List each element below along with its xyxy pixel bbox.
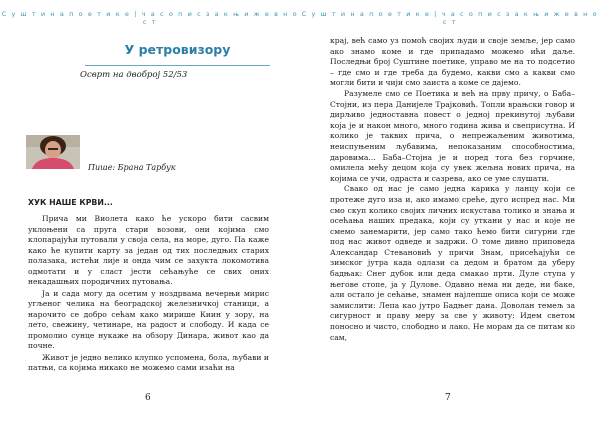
paragraph: Живот је једно велико клупко успомена, бола, љубави и патњи, са којима никако не можемо сами изаћи на <box>28 352 269 372</box>
paragraph: Ја и сада могу да осетим у ноздрвама вечерњи мирис угљеног челика на београдској железничкој станици, а нарочито се добро сећам како мирише Киин у зору, на лето, свежину, четинаре, на радост и слободу. И када се промолио сунце нукаже на обзору Динара, живот као да почне. <box>28 288 269 350</box>
right-body-text <box>330 36 575 343</box>
running-header-left: С у ш т и н а п о е т и к е | ч а с о п и с з а к њ и ж е в н о с т <box>1 10 299 26</box>
section-heading: ХУК НАШЕ КРВИ... <box>28 198 113 207</box>
left-body-text <box>28 214 269 375</box>
running-header-right: С у ш т и н а п о е т и к е | ч а с о п и с з а к њ и ж е в н о с т <box>301 10 599 26</box>
paragraph: Свако од нас је само једна карика у ланцу који се протеже дуго иза и, ако имамо среће, дуго испред нас. Ми смо скуп колико својих личних искустава толико и знања и осећања наших предака, који су уткани у нас и које не смемо занемарити, јер само тако ћемо бити сигурни где под нас живот одведе и задржи. О томе дивно приповеда Александар Стевановић у причи Знам, присећајући се зимског јутра када одлази са дедом и братом да уберу бадњак: Снег дубок или деда смакао прти. Дуле ступа у његове стопе, ја у Дулове. Одавно нема ни деде, ни баке, али остало је сећање, знамен најлепше описа који се може замислити: Лепа као јутро Бадњег дана. Доволан темељ за сигурност и праву мерy за све у животу: Идем светом поносно и чисто, слободно и лако. Не морам да се питам ко сам, <box>330 184 575 342</box>
page-number-left: 6 <box>145 393 151 403</box>
paragraph: Прича ми Виолета како ће ускоро бити сасвим уклоњени са пруга стари возови, они којима смо клопарајући путовали у своја села, на море, дуго. Па каже како ће купити карту за један од тих последњих старих полазака, истећи лије и онда чим се захукта локомотива одмотати и у сласт јести сећањуће се свих оних некадашњих породичних путовања. <box>28 214 269 286</box>
paragraph: Разумеле смо се Поетика и већ на прву причу, о Баба–Стојни, из пера Данијеле Трајковић. Топли врањски говор и дирљиво једноставна повест о једној прекинутој љубави која је и након много, много година жива и свеприсутна. И колико је таквих прича, о непрежаљеним животима, неиспуњеним љубавима, непоказаним способностима, даровима... Баба–Стојна је и поред тога без горчине, омилела мећу децом која су увек жељна нових прича, на којима се учи, одраста и сазрева, ако се уме слушати. <box>330 88 575 183</box>
author-photo <box>26 135 80 169</box>
paragraph: крај, већ само уз помоћ својих људи и своје земље, јер само ако знамо коме и где припадамо можемо ићи даље. Последњи број Суштине поетике, управо ме на то подсетио – где смо и где треба да будемо, какви смо а какви смо могли бити и чији смо заиста а коме се дајемо. <box>330 36 575 88</box>
title-divider <box>85 65 270 66</box>
article-subtitle: Осврт на двоброј 52/53 <box>80 70 188 80</box>
page-number-right: 7 <box>445 393 451 403</box>
article-title: У ретровизору <box>124 42 231 57</box>
author-byline: Пише: Брана Тарбук <box>88 163 176 172</box>
